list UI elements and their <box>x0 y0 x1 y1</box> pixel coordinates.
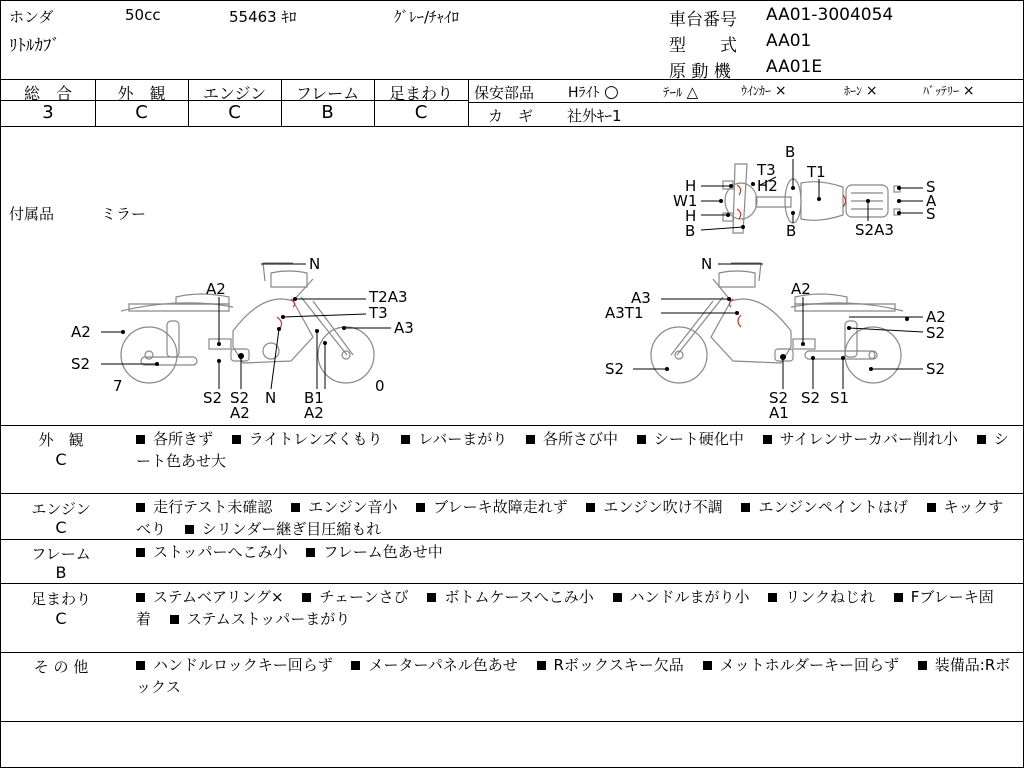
bullet-icon <box>136 593 145 602</box>
bullet-icon <box>170 615 179 624</box>
note-item <box>613 588 750 606</box>
diag-top-h3: H <box>685 207 697 225</box>
grade-suspension-value: C <box>414 102 428 123</box>
section-suspension-title: 足まわり <box>30 590 91 608</box>
diag-right-s2-left: S2 <box>605 360 625 378</box>
section-suspension-notes <box>136 586 1014 630</box>
divider <box>1 79 1023 80</box>
grade-suspension-label: 足まわり <box>388 84 453 103</box>
note-item <box>763 430 958 448</box>
note-item <box>427 588 593 606</box>
type-label: 型 式 <box>669 36 737 56</box>
diag-top-s2: S <box>926 205 936 223</box>
note-text: ストッパーへこみ小 <box>153 543 288 561</box>
section-engine-notes <box>136 496 1014 540</box>
diag-right-a1: A1 <box>769 404 789 422</box>
bullet-icon <box>136 548 145 557</box>
diag-top-s2a3: S2A3 <box>855 221 894 239</box>
note-text: リンクねじれ <box>785 588 875 606</box>
diag-right-a2-side: A2 <box>926 308 946 326</box>
displacement: 50cc <box>125 6 161 24</box>
bullet-icon <box>763 435 772 444</box>
section-frame-grade: B <box>55 563 67 582</box>
diag-right-n: N <box>701 255 713 273</box>
note-text: ハンドルまがり小 <box>629 588 750 606</box>
diag-top-b1: B <box>785 143 796 161</box>
engine-value: AA01E <box>766 57 823 77</box>
note-text: チェーンさび <box>319 588 409 606</box>
bullet-icon <box>586 503 595 512</box>
accessories-label: 付属品 <box>9 205 55 223</box>
note-text: シート色あせ大 <box>136 430 1009 470</box>
bullet-icon <box>416 503 425 512</box>
section-engine-title: エンジン <box>31 500 91 518</box>
left-view-scooter <box>121 263 374 383</box>
note-item <box>136 656 333 674</box>
diag-top-t1: T1 <box>807 163 826 181</box>
grade-total-label: 総 合 <box>23 84 72 103</box>
grade-exterior-label: 外 観 <box>117 84 166 103</box>
diag-left-a3: A3 <box>394 319 414 337</box>
right-view-scooter <box>651 263 903 383</box>
diag-right-s2-right: S2 <box>926 360 946 378</box>
color: ｸﾞﾚｰ/ﾁｬｲﾛ <box>394 8 460 26</box>
diag-right-a2-top: A2 <box>791 280 811 298</box>
note-item <box>170 610 351 628</box>
bullet-icon <box>427 593 436 602</box>
note-text: フレーム色あせ中 <box>323 543 443 561</box>
note-item <box>185 520 381 538</box>
bullet-icon <box>768 593 777 602</box>
horn-label: ﾎｰﾝ <box>844 84 863 98</box>
bullet-icon <box>302 593 311 602</box>
grade-frame-value: B <box>321 102 334 123</box>
diag-top-h1: H <box>685 177 697 195</box>
note-text: 装備品:Rボックス <box>136 656 1011 696</box>
note-item <box>703 656 899 674</box>
note-text: 各所きず <box>153 430 214 448</box>
note-item <box>291 498 397 516</box>
maker: ホンダ <box>9 8 54 26</box>
bullet-icon <box>136 435 145 444</box>
bullet-icon <box>401 435 410 444</box>
bullet-icon <box>291 503 300 512</box>
note-text: 各所さび中 <box>543 430 619 448</box>
diag-left-a2-top: A2 <box>206 280 226 298</box>
note-item <box>351 656 517 674</box>
diag-left-s2: S2 <box>71 355 91 373</box>
grade-total-value: 3 <box>42 102 54 123</box>
note-text: ステムベアリング× <box>153 588 284 606</box>
bullet-icon <box>977 435 986 444</box>
bullet-icon <box>927 503 936 512</box>
note-text: シリンダー継ぎ目圧縮もれ <box>201 520 382 538</box>
note-text: ブレーキ故障走れず <box>433 498 568 516</box>
diag-top-h2: H2 <box>757 177 778 195</box>
engine-label: 原 動 機 <box>669 62 731 82</box>
note-item <box>586 498 722 516</box>
note-item <box>637 430 744 448</box>
grade-frame-label: フレーム <box>295 84 360 103</box>
bullet-icon <box>918 661 927 670</box>
bullet-icon <box>232 435 241 444</box>
accessories-value: ミラー <box>101 205 147 223</box>
bullet-icon <box>306 548 315 557</box>
headlight-label: Hﾗｲﾄ <box>568 85 600 101</box>
winker-label: ｳｲﾝｶｰ <box>741 84 772 98</box>
horn-mark: × <box>865 83 878 99</box>
diag-top-a: A <box>926 192 937 210</box>
bullet-icon <box>185 525 194 534</box>
diag-right-s2-a: S2 <box>769 389 789 407</box>
chassis-number: AA01-3004054 <box>766 5 894 25</box>
taillight-mark: △ <box>686 83 699 101</box>
section-other-title: そ の 他 <box>33 658 89 676</box>
diag-left-b1: B1 <box>304 389 324 407</box>
key-label: カ ギ <box>488 107 534 125</box>
note-text: ライトレンズくもり <box>248 430 383 448</box>
chassis-label: 車台番号 <box>669 10 737 30</box>
grade-exterior-value: C <box>135 102 148 123</box>
diag-left-s2-a: S2 <box>203 389 223 407</box>
note-text: メットホルダーキー回らず <box>719 656 899 674</box>
diag-left-n: N <box>309 255 321 273</box>
note-text: Fブレーキ固着 <box>136 588 994 628</box>
note-item <box>232 430 383 448</box>
section-frame-title: フレーム <box>31 545 91 563</box>
bullet-icon <box>351 661 360 670</box>
note-text: メーターパネル色あせ <box>368 656 518 674</box>
note-text: ハンドルロックキー回らず <box>153 656 333 674</box>
bullet-icon <box>537 661 546 670</box>
diag-right-s1: S1 <box>830 389 850 407</box>
taillight-label: ﾃｰﾙ <box>663 86 683 101</box>
section-engine-grade: C <box>55 518 67 537</box>
note-text: シート硬化中 <box>653 430 744 448</box>
diag-top-b3: B <box>786 222 797 240</box>
bullet-icon <box>637 435 646 444</box>
diag-top-s1: S <box>926 178 936 196</box>
bullet-icon <box>741 503 750 512</box>
note-text: エンジン音小 <box>308 498 398 516</box>
diag-left-a2-bottom2: A2 <box>304 404 324 422</box>
note-item <box>136 543 288 561</box>
note-item <box>526 430 618 448</box>
bullet-icon <box>703 661 712 670</box>
note-text: ボトムケースへこみ小 <box>444 588 594 606</box>
section-exterior-grade: C <box>55 450 67 469</box>
damage-diagram <box>1 127 1023 425</box>
key-value: 社外ｷｰ1 <box>567 107 622 125</box>
bullet-icon <box>894 593 903 602</box>
winker-mark: × <box>774 83 787 99</box>
note-text: レバーまがり <box>418 430 508 448</box>
diag-left-7: 7 <box>113 377 123 395</box>
note-item <box>136 498 272 516</box>
note-item <box>401 430 507 448</box>
section-frame-notes <box>136 541 1014 563</box>
diag-left-0: 0 <box>375 377 385 395</box>
battery-label: ﾊﾞｯﾃﾘｰ <box>923 84 960 98</box>
section-other-notes <box>136 654 1014 698</box>
bullet-icon <box>613 593 622 602</box>
note-item <box>741 498 907 516</box>
note-text: キックすべり <box>136 498 1004 538</box>
battery-mark: × <box>962 83 975 99</box>
note-text: サイレンサーカバー削れ小 <box>779 430 958 448</box>
mileage: 55463 ｷﾛ <box>229 8 297 26</box>
grade-engine-value: C <box>228 102 241 123</box>
note-item <box>306 543 442 561</box>
diag-right-s2-upper: S2 <box>926 324 946 342</box>
diag-top-b2: B <box>685 222 696 240</box>
section-exterior-notes <box>136 428 1014 472</box>
diag-right-s2-b: S2 <box>801 389 821 407</box>
diag-left-a2-side: A2 <box>71 323 91 341</box>
diag-left-t2a3: T2A3 <box>369 288 408 306</box>
diag-right-a3t1: A3T1 <box>605 304 644 322</box>
note-item <box>136 588 284 606</box>
diag-left-a2-bottom: A2 <box>230 404 250 422</box>
section-exterior-title: 外 観 <box>38 431 84 449</box>
note-item <box>136 430 213 448</box>
section-suspension-grade: C <box>55 609 67 628</box>
bullet-icon <box>526 435 535 444</box>
note-text: Rボックスキー欠品 <box>553 656 684 674</box>
diag-top-w1: W1 <box>673 192 698 210</box>
grade-engine-label: エンジン <box>202 84 267 103</box>
type-value: AA01 <box>766 31 812 51</box>
note-text: エンジンペイントはげ <box>758 498 908 516</box>
note-text: エンジン吹け不調 <box>603 498 723 516</box>
diag-right-a3: A3 <box>631 289 651 307</box>
note-text: ステムストッパーまがり <box>186 610 351 628</box>
safety-label: 保安部品 <box>474 84 535 102</box>
headlight-mark: ○ <box>603 82 619 102</box>
diag-left-n2: N <box>265 389 277 407</box>
diag-left-s2-b: S2 <box>230 389 250 407</box>
note-item <box>537 656 684 674</box>
note-text: 走行テスト未確認 <box>153 498 273 516</box>
note-item <box>416 498 567 516</box>
bullet-icon <box>136 661 145 670</box>
model-name: ﾘﾄﾙｶﾌﾞ <box>9 36 60 56</box>
diag-left-t3: T3 <box>369 304 388 322</box>
diag-top-t3: T3 <box>757 161 776 179</box>
note-item <box>768 588 875 606</box>
bullet-icon <box>136 503 145 512</box>
note-item <box>302 588 408 606</box>
